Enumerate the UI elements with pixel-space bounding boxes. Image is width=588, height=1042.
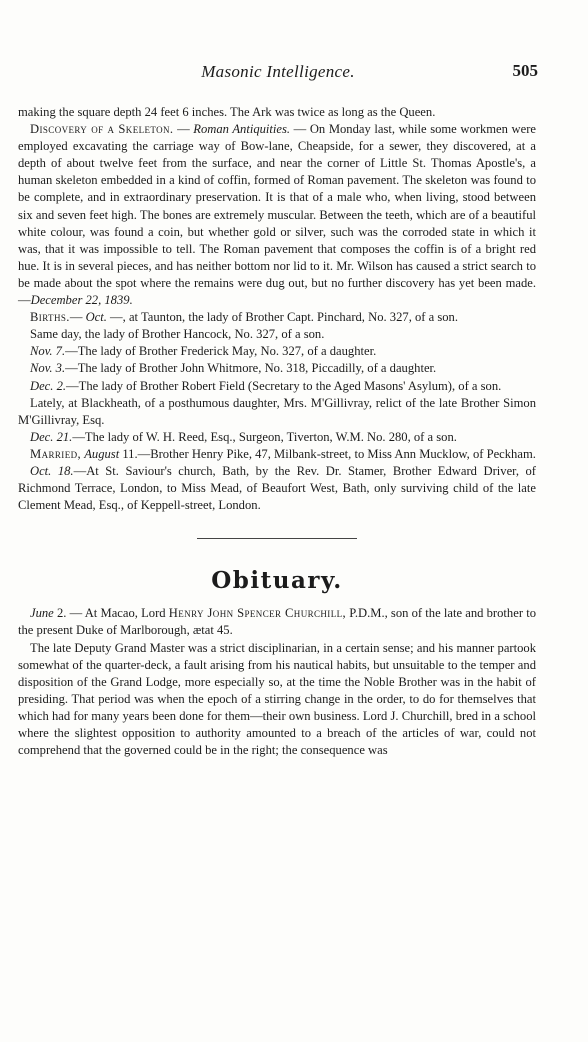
italic-text: Roman Antiquities. [193,122,291,137]
text-run: Lately, at Blackheath, of a posthumous daughter, Mrs. M'Gillivray, relict of the late Brother Simon M'Gillivray, Esq. [18,395,536,427]
paragraph-birth-mgillivray [18,395,536,429]
paragraph-birth-field [18,378,536,395]
text-run: —At St. Saviour's church, Bath, by the Rev. Dr. Stamer, Brother Edward Driver, of Richmond Terrace, London, to Miss Mead, of Beaufort West, Bath, only surviving child of the late Clement Mead, Esq., of Keppell-street, London. [18,463,536,513]
text-run: 2. — At Macao, Lord [53,606,169,621]
paragraph-skeleton-discovery [18,121,536,309]
section-divider [197,538,357,539]
italic-text: Nov. 7. [30,344,66,359]
text-run: The late Deputy Grand Master was a strict disciplinarian, in a certain sense; and his manner partook somewhat of the quarter-deck, a fault arising from his nautical habits, but unsuitable to the temper and disposition of the Grand Lodge, more especially so, at the time the Noble Brother was in the habit of presiding. That period was when the epoch of a stirring change in the order, to do for themselves that which had for many years been done for them—their own business. Lord J. Churchill, bred in a school where the slightest opposition to authority amounted to a breach of the articles of war, could not comprehend that the governed could be in the right; the consequence was [18,640,536,758]
paragraph-obituary-tribute [18,640,536,760]
paragraph-obituary-churchill [18,605,536,639]
page-body [18,104,536,759]
paragraph-ark-continuation [18,104,536,121]
italic-text: Dec. 21. [30,429,73,444]
text-run: 11.—Brother Henry Pike, 47, Milbank-street, to Miss Ann Mucklow, of Peckham. [119,446,536,461]
paragraph-birth-whitmore [18,360,536,377]
paragraph-birth-reed [18,429,536,446]
page-number: 505 [512,61,538,80]
text-run: —The lady of W. H. Reed, Esq., Surgeon, Tiverton, W.M. No. 280, of a son. [72,429,457,444]
text-run: — [69,310,86,325]
text-run: P.D.M., son of the late and brother to the present Duke of Marlborough, ætat 45. [18,606,536,638]
italic-text: Oct. 18. [30,463,74,478]
text-run: —, at Taunton, the lady of Brother Capt. Pinchard, No. 327, of a son. [106,310,459,325]
text-run: Same day, the lady of Brother Hancock, No. 327, of a son. [30,327,325,342]
text-run: — On Monday last, while some workmen were employed excavating the carriage way of Bow-lane, Cheapside, for a sewer, they discovered, at a depth of about twelve feet from the surface, and near the corner of Little St. Thomas Apostle's, a human skeleton embedded in a kind of coffin, formed of Roman pavement. The skeleton was found to be complete, and in extraordinary preservation. It is that of a male who, when living, stood between six and seven feet high. The bones are extremely muscular. Between the teeth, which are of a beautiful white colour, was found a coin, but whether gold or silver, such was the corroded state in which it was, that it was impossible to tell. The Roman pavement that composes the coffin is of a bright red hue. It is in several pieces, and has neither bottom nor lid to it. Mr. Wilson has caused a strict search to be made about the spot where the remains were dug out, but no further discovery has yet been made.— [18,122,536,308]
obituary-heading: Obituary. [211,567,343,595]
paragraph-married-pike [18,446,536,463]
italic-text: June [30,606,54,621]
text-run: — [173,122,194,137]
text-run: —The lady of Brother John Whitmore, No. 318, Piccadilly, of a daughter. [65,361,437,376]
italic-text: December 22, 1839. [30,293,133,308]
page-header [18,62,538,86]
running-title: Masonic Intelligence. [201,62,355,81]
text-run: —The lady of Brother Robert Field (Secretary to the Aged Masons' Asylum), of a son. [66,378,502,393]
paragraph-married-driver [18,463,536,514]
small-caps-text: Married, [30,446,82,461]
small-caps-text: Henry John Spencer Churchill, [168,606,347,621]
small-caps-text: Births. [30,310,70,325]
paragraph-births-pinchard [18,309,536,326]
italic-text: Nov. 3. [30,361,66,376]
italic-text: Oct. [85,310,107,325]
small-caps-text: Discovery of a Skeleton. [30,122,174,137]
paragraph-birth-may [18,343,536,360]
italic-text: Dec. 2. [30,378,67,393]
text-run: —The lady of Brother Frederick May, No. 327, of a daughter. [65,344,377,359]
italic-text: August [84,446,120,461]
text-run: making the square depth 24 feet 6 inches. The Ark was twice as long as the Queen. [18,105,436,119]
paragraph-birth-hancock [18,326,536,343]
